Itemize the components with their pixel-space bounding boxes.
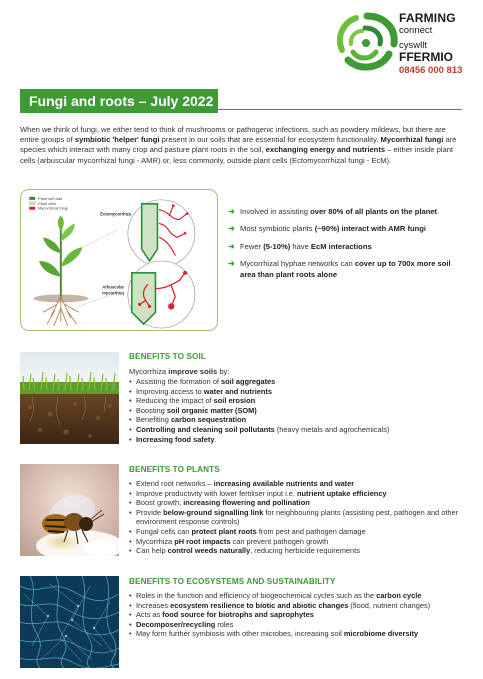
item-bold: microbiome diversity — [343, 629, 419, 639]
intro-bold-3: exchanging energy and nutrients — [265, 145, 386, 155]
item-bold: protect plant roots — [191, 526, 257, 536]
page-title: Fungi and roots – July 2022 — [29, 93, 214, 109]
item-bold: carbon sequestration — [170, 415, 247, 425]
intro-text-3: are species which interact with many crop and pasture plant roots in the soil, — [20, 135, 457, 155]
eco-list — [129, 591, 469, 639]
fact-item — [228, 224, 466, 234]
item-bold: Decomposer/recycling — [136, 619, 216, 629]
item-text: Mycorrhiza — [136, 536, 175, 546]
legend-wall: Plant cell wall — [38, 195, 63, 201]
item-bold: water and nutrients — [203, 386, 272, 396]
item-text: Boosting — [136, 405, 167, 415]
item-text: can prevent pathogen growth — [230, 536, 329, 546]
item-bold: Controlling and cleaning soil pollutants — [136, 424, 275, 434]
fact-text: have — [290, 241, 311, 251]
item-text: , reducing herbicide requirements — [250, 546, 360, 556]
intro-text-1: When we think of fungi, we either tend to think of mushrooms or pathogenic infections, such as powdery mildews, but there are entire groups of — [20, 125, 446, 145]
item-bold: soil organic matter (SOM) — [166, 405, 257, 415]
legend-cells: Plant cells — [38, 200, 57, 206]
list-item — [129, 489, 469, 499]
item-text: . — [214, 434, 217, 444]
item-text: Acts as — [136, 610, 163, 620]
list-item — [129, 537, 469, 547]
arbuscular-detail — [102, 261, 195, 328]
item-text: Roles in the function and efficiency of biogeochemical cycles such as the — [136, 591, 377, 600]
item-bold: Increasing food safety — [136, 434, 215, 444]
arrow-right-icon: ➜ — [228, 224, 235, 234]
intro-bold-2: Mycorrhizal fungi — [380, 135, 444, 145]
list-item — [129, 620, 469, 630]
list-item — [129, 415, 469, 425]
fact-text: Mycorrhizal hyphae networks can — [240, 259, 355, 269]
legend-swatch-fungi — [29, 207, 35, 210]
legend-fungi: Mycorrhizal fungi — [38, 205, 68, 211]
item-text: Provide — [136, 507, 164, 517]
item-bold: soil erosion — [213, 396, 256, 406]
legend-swatch-cells — [29, 202, 35, 205]
list-item — [129, 508, 469, 527]
list-item — [129, 425, 469, 435]
item-bold: increasing available nutrients and water — [213, 479, 355, 488]
intro-text-4: – either inside plant cells (arbuscular mycorrhizal fungi - AMR) or, less commonly, outside plant cells (Ectomycorrhizal fungi - EcM). — [20, 145, 454, 165]
item-text: Improve productivity with lower fertiliser input i.e. — [136, 488, 298, 498]
fact-text: Involved in assisting — [240, 207, 311, 216]
item-text: Can help — [136, 546, 168, 556]
list-item — [129, 546, 469, 556]
list-item — [129, 396, 469, 406]
label-arbuscular-2: mycorrhiza — [102, 290, 125, 296]
item-text: (flood, nutrient changes) — [348, 600, 431, 610]
intro-paragraph — [20, 125, 466, 166]
item-text: Improving access to — [136, 386, 204, 396]
fact-text: Most symbiotic plants — [240, 224, 315, 234]
item-bold: control weeds naturally — [167, 546, 251, 556]
list-item — [129, 479, 469, 489]
item-bold: pH root impacts — [174, 536, 231, 546]
brand-block — [399, 12, 479, 77]
fact-bold: (5-10%) — [263, 241, 291, 251]
plants-section-title: BENEFITS TO PLANTS — [129, 465, 220, 474]
bee-photo — [20, 464, 119, 556]
soil-lead — [129, 367, 229, 376]
brand-line1: FARMING — [399, 11, 456, 25]
item-bold: increasing flowering and pollination — [183, 498, 310, 508]
label-arbuscular-1: Arbuscular — [102, 284, 125, 290]
item-bold: carbon cycle — [376, 591, 422, 600]
item-text: Increases — [136, 600, 171, 610]
farming-connect-logo — [332, 10, 402, 74]
fact-bold: (~90%) interact with AMR fungi — [314, 224, 427, 234]
plant-illustration — [33, 216, 88, 326]
legend-swatch-wall — [29, 197, 35, 200]
item-text: Extend root networks – — [136, 479, 214, 488]
intro-bold-1: symbiotic 'helper' fungi — [74, 135, 160, 145]
fact-list — [228, 207, 466, 287]
intro-text-2: present in our soils that are essential for ecosystem functionality. — [159, 135, 381, 145]
arrow-right-icon: ➜ — [228, 259, 235, 269]
label-ectomycorrhiza: Ectomycorrhiza — [100, 211, 132, 217]
list-item — [129, 377, 469, 387]
arrow-right-icon: ➜ — [228, 207, 235, 216]
fact-item — [228, 207, 466, 217]
list-item — [129, 498, 469, 508]
title-rule — [218, 109, 462, 110]
soil-list — [129, 377, 469, 444]
list-item — [129, 435, 469, 445]
mycelium-photo — [20, 576, 119, 668]
fact-text: Fewer — [240, 241, 264, 251]
list-item — [129, 387, 469, 397]
list-item — [129, 591, 469, 601]
brand-line4: FFERMIO — [399, 50, 453, 64]
fact-text: . — [437, 207, 440, 216]
item-bold: ecosystem resilience to biotic and abiotic changes — [170, 600, 349, 610]
item-bold: soil aggregates — [221, 377, 276, 386]
fact-bold: EcM interactions — [310, 241, 372, 251]
item-text: Reducing the impact of — [136, 396, 214, 406]
page-title-bar — [20, 89, 218, 113]
list-item — [129, 527, 469, 537]
diagram-svg — [21, 190, 217, 330]
item-bold: nutrient uptake efficiency — [297, 488, 387, 498]
fact-item — [228, 259, 466, 280]
list-item — [129, 406, 469, 416]
item-text: May form further symbiosis with other microbes, increasing soil — [136, 629, 344, 639]
brand-phone: 08456 000 813 — [399, 65, 463, 76]
item-text: Assisting the formation of — [136, 377, 222, 386]
soil-section-title: BENEFITS TO SOIL — [129, 352, 206, 361]
item-text: Fungal cells can — [136, 526, 192, 536]
item-text: for neighbouring plants (assisting pest, pathogen and other environment response controls) — [136, 507, 459, 527]
arrow-right-icon: ➜ — [228, 241, 235, 251]
soil-lead-text: Mycorrhiza — [129, 367, 169, 376]
brand-line3: cyswllt — [399, 40, 427, 51]
item-text: roles — [215, 619, 234, 629]
eco-section-title: BENEFITS TO ECOSYSTEMS AND SUSTAINABILITY — [129, 577, 336, 586]
soil-lead-bold: improve soils — [168, 367, 218, 376]
soil-photo — [20, 352, 119, 444]
soil-lead-text: by: — [217, 367, 230, 376]
item-text: Benefiting — [136, 415, 171, 425]
mycorrhiza-diagram — [20, 189, 218, 331]
item-text: Boost growth, — [136, 498, 184, 508]
list-item — [129, 601, 469, 611]
item-bold: food source for biotrophs and saprophytes — [162, 610, 314, 620]
item-bold: below-ground signalling link — [163, 507, 264, 517]
fact-item — [228, 242, 466, 252]
item-text: (heavy metals and agrochemicals) — [274, 424, 390, 434]
list-item — [129, 610, 469, 620]
plants-list — [129, 479, 469, 556]
item-text: from pest and pathogen damage — [256, 526, 366, 536]
ectomycorrhiza-detail — [100, 200, 195, 267]
fact-bold: cover up to 700x more soil area than plant roots alone — [240, 259, 451, 279]
fact-bold: over 80% of all plants on the planet — [310, 207, 438, 216]
list-item — [129, 629, 469, 639]
brand-line2: connect — [399, 25, 433, 36]
